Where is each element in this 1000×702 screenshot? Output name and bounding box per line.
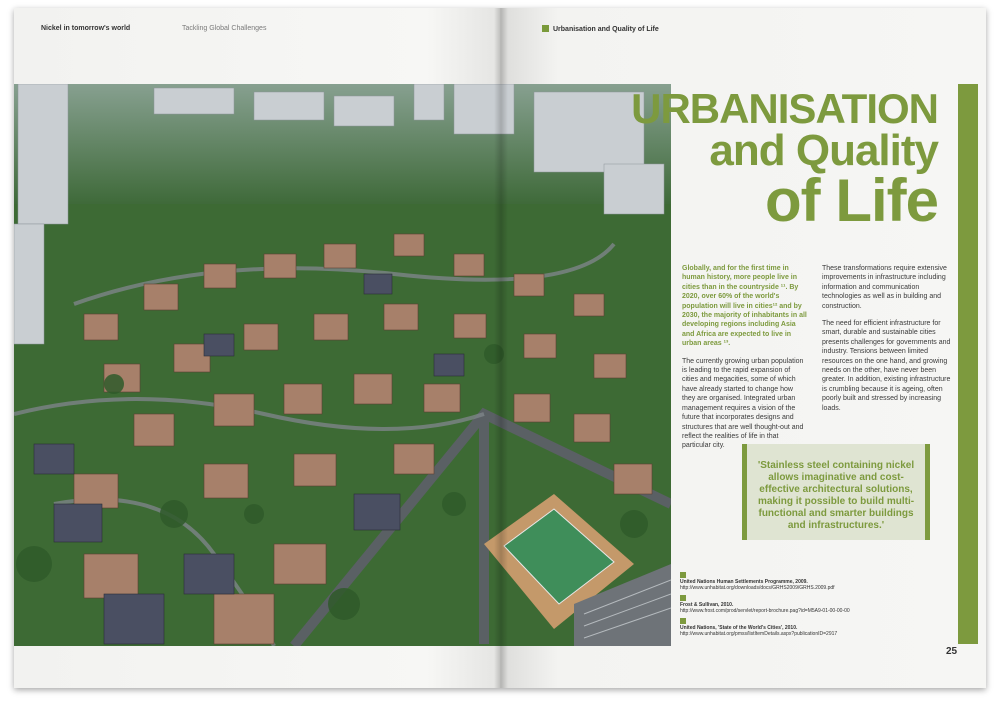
pull-quote-text: 'Stainless steel containing nickel allows imaginative and cost-effective architectural solutions, making it possible to build multi-functional and smarter buildings and infrastructures.' (757, 460, 915, 531)
quote-bar-left (742, 444, 747, 540)
reference-item: United Nations, 'State of the World's Cities', 2010. http://www.unhabitat.org/pmss/listItemDetails.aspx?publicationID=2917 (680, 618, 930, 637)
magazine-spread (14, 8, 986, 688)
reference-item: Frost & Sullivan, 2010. http://www.frost.com/prod/servlet/report-brochure.pag?id=M5A9-01-00-00-00 (680, 595, 930, 614)
left-header-title: Nickel in tomorrow's world (41, 25, 131, 32)
page-number: 25 (946, 646, 958, 657)
pull-quote (742, 444, 930, 540)
left-header-subtitle: Tackling Global Challenges (182, 25, 267, 32)
title-line-3: of Life (765, 167, 938, 235)
accent-bar (958, 84, 978, 644)
reference-marker-icon (680, 618, 686, 624)
body-paragraph-3: The need for efficient infrastructure for smart, durable and sustainable cities presents challenges for governments and industry. Tensions between limited resources on the one hand, and growing needs on the other, have never been greater. In addition, existing infrastructure is crumbling because it is ageing, often poorly built and stressed by increasing loads. (822, 320, 951, 412)
right-header-section: Urbanisation and Quality of Life (542, 25, 659, 33)
body-paragraph-2: These transformations require extensive improvements in infrastructure including information and communication technologies as well as in building and construction. (822, 265, 947, 310)
spine-shadow (494, 8, 508, 688)
references (680, 572, 930, 641)
aerial-city-photo (14, 84, 671, 646)
quote-bar-right (925, 444, 930, 540)
title-line-2: and Quality (709, 126, 938, 176)
text-column-right (822, 264, 952, 421)
title-line-1: URBANISATION (631, 85, 938, 132)
reference-marker-icon (680, 595, 686, 601)
lead-paragraph: Globally, and for the first time in human history, more people live in cities than in the countryside ¹¹. By 2020, over 60% of the world's population will live in cities¹² and by 2030, the majority of inhabitants in all developing regions including Asia and Africa are expected to live in urban areas ¹³. (682, 265, 807, 348)
reference-marker-icon (680, 572, 686, 578)
reference-item: United Nations Human Settlements Programme, 2009. http://www.unhabitat.org/downloads/docs/GRHS2009/GRHS.2009.pdf (680, 572, 930, 591)
section-bullet-icon (542, 25, 549, 32)
body-paragraph-1: The currently growing urban population is leading to the rapid expansion of cities and megacities, some of which have already started to change how they are organised. Integrated urban management requires a vision of the future that incorporates designs and structures that are well thought-out and reflect the realities of life in that particular city. (682, 357, 804, 450)
text-column-left (682, 264, 808, 459)
article-title (631, 85, 938, 235)
aerial-photo-illustration (14, 84, 671, 646)
